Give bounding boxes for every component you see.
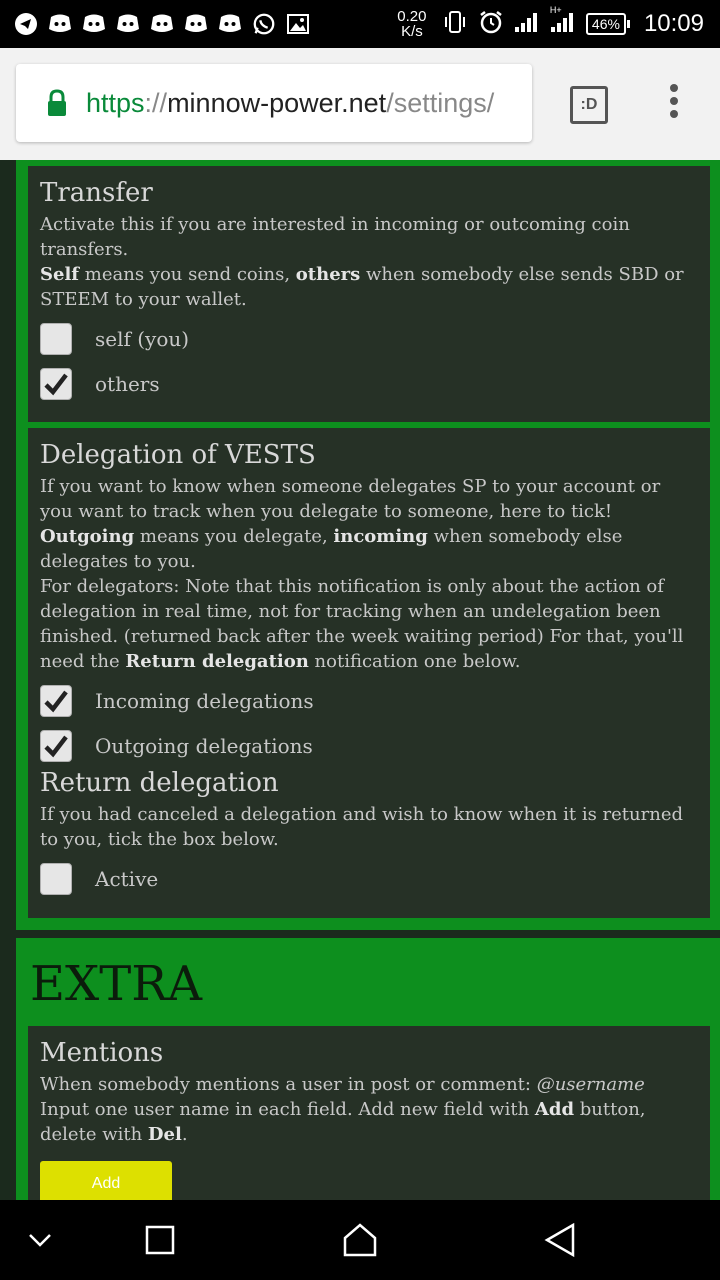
return-delegation-option[interactable]: Active xyxy=(40,856,698,901)
extra-title: EXTRA xyxy=(30,956,203,1012)
status-bar xyxy=(0,0,720,48)
network-type: H+ xyxy=(549,4,562,15)
transfer-self-checkbox[interactable] xyxy=(40,323,72,355)
whatsapp-icon xyxy=(252,13,276,35)
return-delegation-title: Return delegation xyxy=(40,768,279,798)
telegram-icon xyxy=(14,13,38,35)
checkmark-icon xyxy=(43,733,69,759)
clock: 10:09 xyxy=(643,10,704,37)
mentions-card xyxy=(28,1026,710,1200)
url-bar[interactable] xyxy=(16,64,532,142)
signal-icon xyxy=(514,11,540,38)
discord-icon xyxy=(218,13,242,35)
chevron-down-icon[interactable] xyxy=(20,1220,60,1260)
transfer-title: Transfer xyxy=(40,178,153,208)
transfer-description: Activate this if you are interested in incoming or outcoming coin transfers. Self means you send coins, others when somebody else sends SBD or STEEM to your wallet. xyxy=(40,214,684,310)
discord-icon xyxy=(82,13,106,35)
return-delegation-description: If you had canceled a delegation and wish to know when it is returned to you, tick the box below. xyxy=(40,804,683,850)
mentions-description: When somebody mentions a user in post or comment: @username Input one user name in each field. Add new field with Add button, delete with Del. xyxy=(40,1074,646,1145)
lock-icon xyxy=(46,89,68,117)
transfer-others-checkbox[interactable] xyxy=(40,368,72,400)
vibrate-icon xyxy=(442,9,468,40)
checkmark-icon xyxy=(43,371,69,397)
incoming-delegations-checkbox[interactable] xyxy=(40,685,72,717)
navigation-bar xyxy=(0,1200,720,1280)
alarm-icon xyxy=(478,9,504,40)
discord-icon xyxy=(116,13,140,35)
notification-icons xyxy=(14,13,310,35)
network-speed: 0.20 K/s xyxy=(397,8,427,40)
delegation-description: If you want to know when someone delegates SP to your account or you want to track when you delegate to someone, here to tick! Outgoing means you delegate, incoming when somebody else delegates to you. For delegators: Note that this notification is only about the action of delegation in real time, not for tracking when an undelegation been finished. (returned back after the week waiting period) For that, you'll need the Return delegation notification one below. xyxy=(40,476,684,672)
home-button[interactable] xyxy=(340,1220,380,1260)
gallery-icon xyxy=(286,13,310,35)
overflow-menu-icon[interactable] xyxy=(664,84,684,124)
discord-icon xyxy=(48,13,72,35)
recent-apps-button[interactable] xyxy=(140,1220,180,1260)
add-mention-button[interactable]: Add xyxy=(40,1161,172,1200)
delegation-title: Delegation of VESTS xyxy=(40,440,316,470)
url-text[interactable]: https://minnow-power.net/settings/ xyxy=(86,87,495,118)
checkmark-icon xyxy=(43,688,69,714)
return-delegation-checkbox[interactable] xyxy=(40,863,72,895)
transfer-self-option[interactable]: self (you) xyxy=(40,316,698,361)
delegation-card xyxy=(28,428,710,918)
mentions-title: Mentions xyxy=(40,1038,164,1068)
discord-icon xyxy=(150,13,174,35)
system-status xyxy=(392,4,704,40)
outgoing-delegations-option[interactable]: Outgoing delegations xyxy=(40,723,698,768)
discord-icon xyxy=(184,13,208,35)
tab-switcher-button[interactable]: :D xyxy=(570,86,608,124)
transfer-card xyxy=(28,166,710,422)
back-button[interactable] xyxy=(540,1220,580,1260)
outgoing-delegations-checkbox[interactable] xyxy=(40,730,72,762)
page-content xyxy=(0,160,720,1200)
battery-indicator: 46% xyxy=(586,13,626,35)
transfer-others-option[interactable]: others xyxy=(40,361,698,406)
browser-toolbar xyxy=(0,48,720,160)
signal-h-plus-icon xyxy=(549,4,576,38)
incoming-delegations-option[interactable]: Incoming delegations xyxy=(40,678,698,723)
